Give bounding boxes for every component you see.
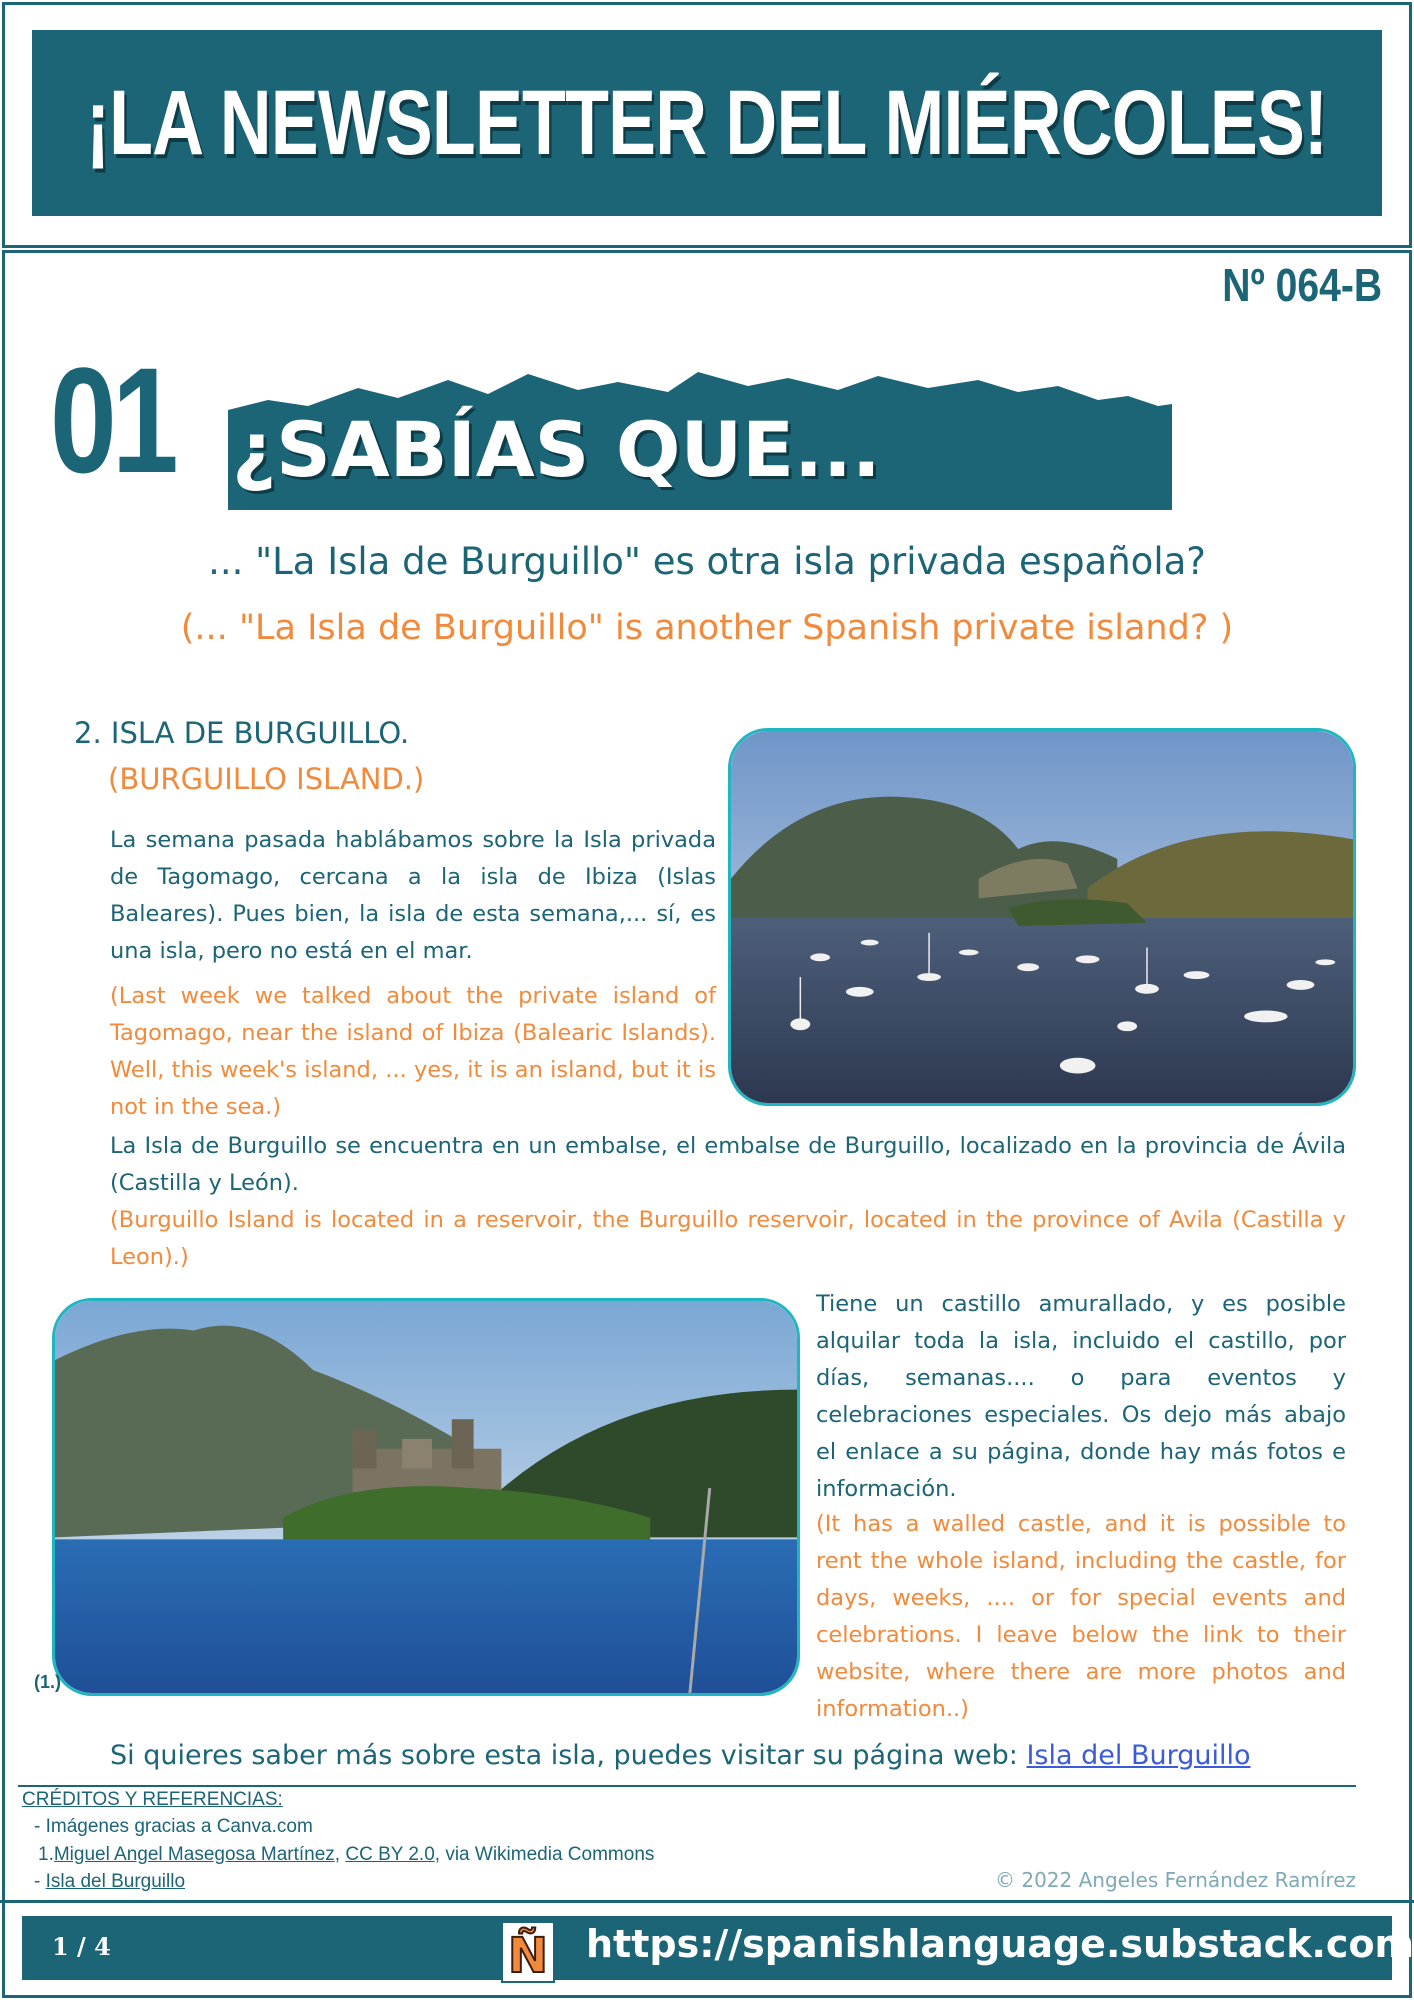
section-title: ¿SABÍAS QUE... xyxy=(232,405,881,494)
section-number: 01 xyxy=(50,336,174,504)
credit-dash: - xyxy=(34,1871,46,1892)
paragraph-2-english: (Burguillo Island is located in a reservoir, the Burguillo reservoir, located in the province of Avila (Castilla y Leon).) xyxy=(110,1207,1346,1270)
photo-caption: (1.) xyxy=(34,1672,61,1692)
subheading-spanish: 2. ISLA DE BURGUILLO. xyxy=(74,716,410,750)
issue-number: Nº 064-B xyxy=(1222,259,1382,311)
question-spanish: ... "La Isla de Burguillo" es otra isla privada española? xyxy=(208,540,1206,583)
credits-divider xyxy=(18,1785,1356,1787)
license-link[interactable]: CC BY 2.0 xyxy=(345,1844,435,1865)
logo-letter: Ñ xyxy=(507,1928,549,1984)
credit-website xyxy=(34,1871,185,1893)
paragraph-2-spanish: La Isla de Burguillo se encuentra en un embalse, el embalse de Burguillo, localizado en la provincia de Ávila (Castilla y León). xyxy=(110,1133,1346,1196)
credit-source: , via Wikimedia Commons xyxy=(434,1844,655,1865)
credit-separator: , xyxy=(334,1844,346,1865)
credit-photo xyxy=(38,1844,654,1866)
newsletter-banner xyxy=(32,30,1382,216)
paragraph-3-english: (It has a walled castle, and it is possible to rent the whole island, including the castle, for days, weeks, .... or for special events and celebrations. I leave below the link to their website, where there are more photos and information..) xyxy=(816,1511,1346,1722)
more-info-line xyxy=(110,1740,1251,1771)
reservoir-boats-photo xyxy=(728,728,1356,1106)
subheading-english: (BURGUILLO ISLAND.) xyxy=(108,762,425,796)
footer-rule xyxy=(0,1900,1414,1903)
website-link[interactable]: Isla del Burguillo xyxy=(1026,1740,1251,1771)
copyright: © 2022 Angeles Fernández Ramírez xyxy=(995,1868,1356,1892)
credit-canva: - Imágenes gracias a Canva.com xyxy=(34,1816,313,1837)
more-info-text: Si quieres saber más sobre esta isla, puedes visitar su página web: xyxy=(110,1740,1027,1771)
page-counter: 1 / 4 xyxy=(52,1932,111,1961)
credits-title: CRÉDITOS Y REFERENCIAS: xyxy=(22,1789,283,1810)
paragraph-1-english: (Last week we talked about the private island of Tagomago, near the island of Ibiza (Balearic Islands). Well, this week's island, ... yes, it is an island, but it is not in the sea.) xyxy=(110,983,716,1120)
paragraph-3-spanish: Tiene un castillo amurallado, y es posible alquilar toda la isla, incluido el castillo, por días, semanas.... o para eventos y celebraciones especiales. Os dejo más abajo el enlace a su página, donde hay más fotos e información. xyxy=(816,1291,1346,1502)
photo-author-link[interactable]: Miguel Angel Masegosa Martínez xyxy=(53,1844,335,1865)
newsletter-title: ¡LA NEWSLETTER DEL MIÉRCOLES! xyxy=(86,71,1328,174)
credit-number: 1. xyxy=(38,1844,54,1865)
site-url-link[interactable]: https://spanishlanguage.substack.com xyxy=(586,1922,1414,1966)
castle-island-photo xyxy=(52,1298,800,1696)
question-english: (... "La Isla de Burguillo" is another Spanish private island? ) xyxy=(180,608,1234,648)
enye-logo-icon xyxy=(496,1908,560,1988)
paragraph-1-spanish: La semana pasada hablábamos sobre la Isla privada de Tagomago, cercana a la isla de Ibiza (Islas Baleares). Pues bien, la isla de esta semana,... sí, es una isla, pero no está en el mar. xyxy=(110,827,716,964)
credit-website-link[interactable]: Isla del Burguillo xyxy=(45,1871,186,1892)
